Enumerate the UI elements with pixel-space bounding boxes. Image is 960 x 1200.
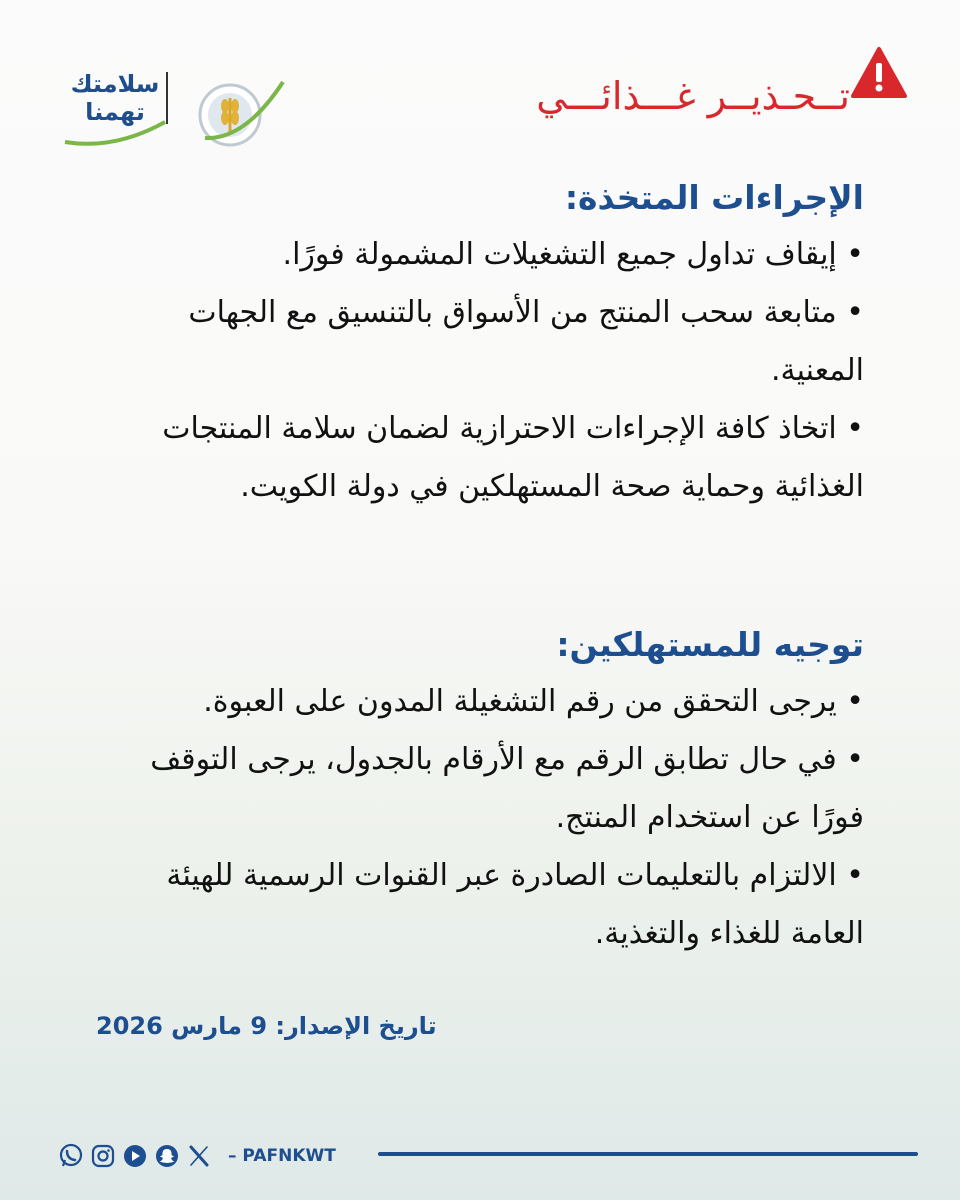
guidance-item: • في حال تطابق الرقم مع الأرقام بالجدول، يرجى التوقف فورًا عن استخدام المنتج. (150, 742, 864, 835)
slogan-line-2: تهمنا (85, 98, 145, 126)
organization-logo (40, 60, 290, 160)
x-icon[interactable] (186, 1143, 212, 1169)
guidance-item: • يرجى التحقق من رقم التشغيلة المدون على العبوة. (203, 684, 864, 719)
actions-taken-title: الإجراءات المتخذة: (564, 178, 864, 217)
action-item: • متابعة سحب المنتج من الأسواق بالتنسيق مع الجهات المعنية. (188, 295, 864, 388)
warning-icon (850, 46, 908, 100)
slogan-swoosh-icon (60, 120, 170, 150)
header (0, 40, 960, 150)
logo-divider (166, 72, 168, 124)
snapchat-icon[interactable] (154, 1143, 180, 1169)
guidance-item: • الالتزام بالتعليمات الصادرة عبر القنوات الرسمية للهيئة العامة للغذاء والتغذية. (166, 858, 864, 951)
youtube-icon[interactable] (122, 1143, 148, 1169)
social-footer (58, 1136, 336, 1176)
action-item: • إيقاف تداول جميع التشغيلات المشمولة فورًا. (282, 237, 864, 272)
authority-emblem-icon (185, 60, 285, 160)
action-item: • اتخاذ كافة الإجراءات الاحترازية لضمان سلامة المنتجات الغذائية وحماية صحة المستهلكين في دولة الكويت. (162, 411, 864, 504)
social-handle[interactable]: – PAFNKWT (228, 1146, 336, 1166)
consumer-guidance-section (90, 617, 864, 963)
consumer-guidance-title: توجيه للمستهلكين: (556, 625, 864, 664)
warning-title: تــحـذيــر غـــذائـــي (536, 74, 850, 118)
instagram-icon[interactable] (90, 1143, 116, 1169)
footer-divider (378, 1152, 918, 1156)
actions-taken-section (90, 170, 864, 516)
whatsapp-icon[interactable] (58, 1143, 84, 1169)
slogan-line-1: سلامتك (70, 70, 160, 98)
issue-date: تاريخ الإصدار: 9 مارس 2026 (96, 1012, 437, 1040)
slogan-logo (60, 70, 170, 150)
